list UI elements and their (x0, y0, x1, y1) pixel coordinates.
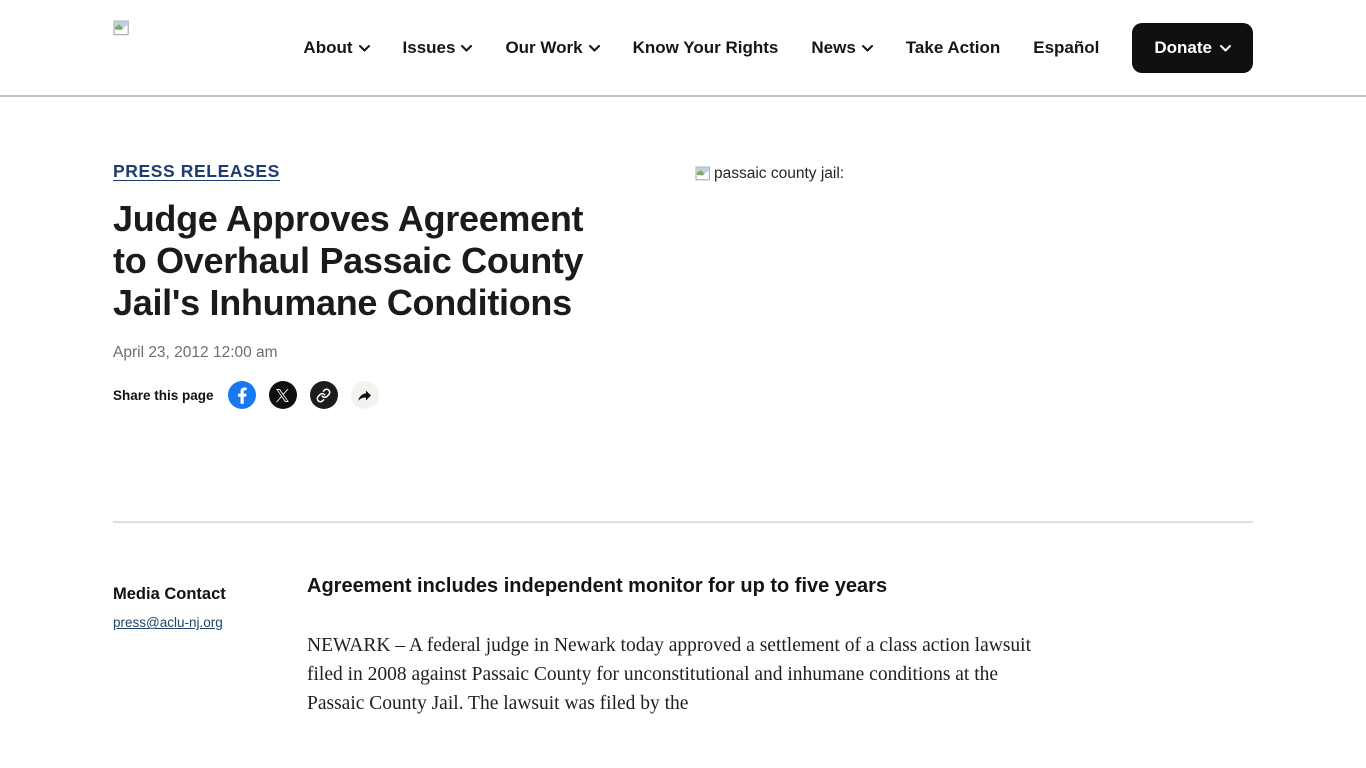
chevron-down-icon (1220, 45, 1231, 52)
section-divider (113, 521, 1253, 523)
article-date: April 23, 2012 12:00 am (113, 344, 278, 362)
media-contact-heading: Media Contact (113, 585, 226, 604)
article-paragraph: NEWARK – A federal judge in Newark today approved a settlement of a class action lawsuit filed in 2008 against Passaic County for unconstitutional and inhumane conditions at the Passaic County Jail. The lawsuit was filed by the (307, 635, 1031, 715)
nav-label: Español (1033, 37, 1100, 57)
site-logo-broken-image-icon[interactable] (113, 20, 131, 38)
nav-label: Take Action (905, 37, 1001, 57)
nav-item-take-action[interactable] (906, 38, 1000, 58)
share-label: Share this page (113, 387, 214, 403)
page-title: Judge Approves Agreement to Overhaul Passaic County Jail's Inhumane Conditions (113, 198, 584, 324)
media-contact-block (113, 585, 307, 718)
share-forward-icon[interactable] (351, 381, 379, 409)
nav-label: About (303, 37, 353, 57)
nav-item-espanol[interactable] (1033, 38, 1099, 58)
nav-label: News (811, 37, 856, 57)
article-text-block (307, 575, 1253, 718)
nav-label: Issues (402, 37, 456, 57)
donate-label: Donate (1154, 37, 1212, 57)
nav-item-about[interactable] (303, 38, 369, 58)
article-body-row (113, 575, 1253, 718)
copy-link-icon[interactable] (310, 381, 338, 409)
article-header-row (113, 161, 1253, 409)
media-contact-email-link[interactable]: press@aclu-nj.org (113, 615, 223, 631)
page-main (0, 161, 1366, 718)
site-header (0, 0, 1366, 97)
facebook-share-icon[interactable] (228, 381, 256, 409)
chevron-down-icon (359, 45, 370, 52)
x-twitter-share-icon[interactable] (269, 381, 297, 409)
nav-item-news[interactable] (811, 38, 872, 58)
press-releases-link[interactable]: PRESS RELEASES (113, 161, 280, 181)
hero-image-alt-text: passaic county jail: (714, 165, 845, 182)
donate-button[interactable] (1132, 23, 1253, 73)
nav-label: Our Work (505, 37, 583, 57)
chevron-down-icon (461, 45, 472, 52)
chevron-down-icon (589, 45, 600, 52)
article-header-left (113, 161, 695, 409)
nav-item-issues[interactable] (403, 38, 473, 58)
chevron-down-icon (862, 45, 873, 52)
nav-item-our-work[interactable] (505, 38, 599, 58)
nav-item-know-your-rights[interactable] (633, 38, 779, 58)
article-hero (695, 161, 1253, 409)
nav-label: Know Your Rights (632, 37, 779, 57)
primary-navigation (303, 0, 1253, 95)
hero-broken-image (695, 165, 844, 183)
broken-image-icon (695, 166, 712, 183)
article-subheading: Agreement includes independent monitor for up to five years (307, 575, 888, 598)
share-row (113, 381, 695, 409)
